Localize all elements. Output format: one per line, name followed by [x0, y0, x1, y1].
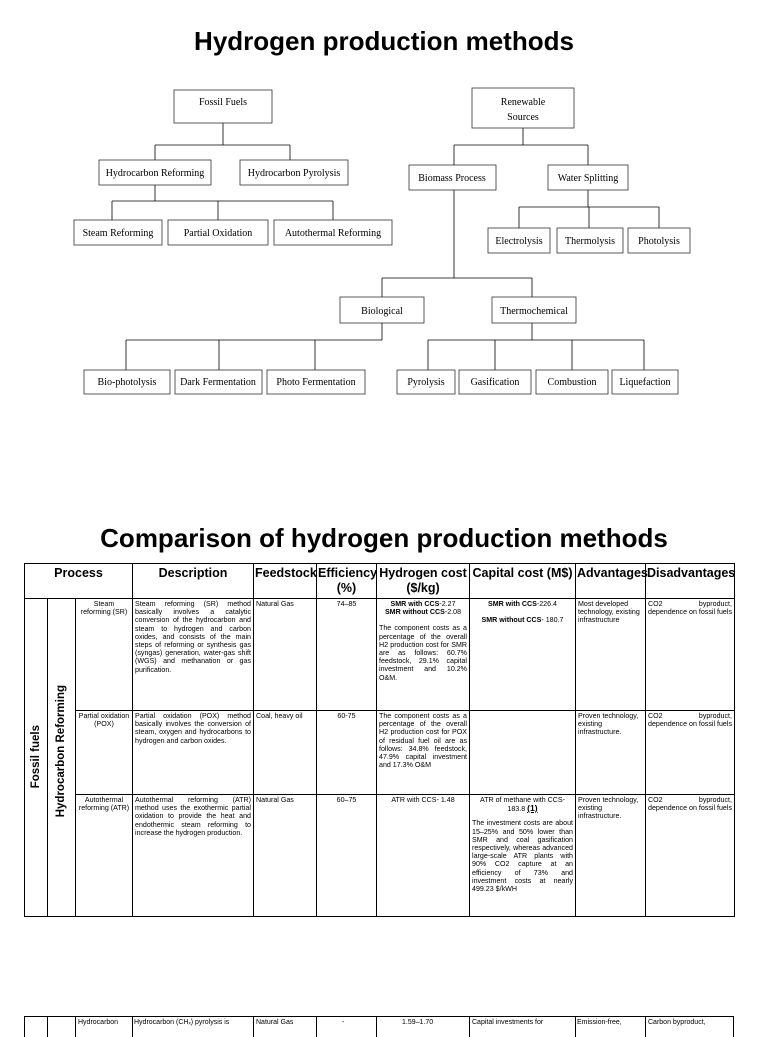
header-advantages: Advantages [576, 564, 646, 599]
cell-capital-cost [470, 599, 576, 711]
label-combustion: Combustion [547, 377, 597, 388]
header-feedstock: Feedstock [254, 564, 317, 599]
label-biological: Biological [361, 306, 403, 317]
production-methods-diagram [0, 70, 768, 400]
label-liquefaction: Liquefaction [619, 377, 671, 388]
cell-advantages: Proven technology, existing infrastructure. [576, 795, 646, 917]
header-description: Description [133, 564, 254, 599]
cell-hydrogen-cost: ATR with CCS- 1.48 [377, 795, 470, 917]
cell-description: Steam reforming (SR) method basically involves a catalytic conversion of the hydrocarbon and steam to hydrogen and carbon oxides, and consists of the main steps of reforming or synthesis gas (syngas) generation, water-gas shift (WGS) and methanation or gas purification. [133, 599, 254, 711]
header-disadvantages: Disadvantages [646, 564, 735, 599]
footer-advantages: Emission-free, [577, 1019, 622, 1026]
table-row [25, 599, 735, 711]
label-dark-fermentation: Dark Fermentation [180, 377, 256, 388]
header-efficiency: Efficiency (%) [317, 564, 377, 599]
label-water-splitting: Water Splitting [557, 173, 619, 184]
header-capital-cost: Capital cost (M$) [470, 564, 576, 599]
cell-efficiency: 74–85 [317, 599, 377, 711]
cell-advantages: Most developed technology, existing infrastructure [576, 599, 646, 711]
label-hydrocarbon-pyrolysis: Hydrocarbon Pyrolysis [247, 168, 341, 179]
footer-feedstock: Natural Gas [256, 1019, 294, 1026]
cell-description: Autothermal reforming (ATR) method uses the exothermic partial oxidation to provide the heat and endothermic steam reforming to increase the hydrogen production. [133, 795, 254, 917]
label-partial-oxidation: Partial Oxidation [183, 228, 253, 239]
reference-link[interactable]: (1) [527, 803, 538, 814]
label-photolysis: Photolysis [638, 236, 680, 247]
table-row [25, 711, 735, 795]
cost-line-2: SMR without CCS-2.08 [384, 608, 462, 617]
label-renewable-1: Renewable [500, 97, 546, 108]
table-title: Comparison of hydrogen production methods [100, 523, 668, 553]
label-biomass-process: Biomass Process [418, 173, 486, 184]
footer-capital: Capital investments for [472, 1019, 544, 1026]
footer-description: Hydrocarbon (CHₓ) pyrolysis is [134, 1019, 230, 1026]
label-thermochemical: Thermochemical [500, 306, 568, 317]
cell-disadvantages: CO2 byproduct, dependence on fossil fuels [646, 599, 735, 711]
label-hydrocarbon-reforming: Hydrocarbon Reforming [105, 168, 205, 179]
label-electrolysis: Electrolysis [495, 236, 543, 247]
group-fossil-fuels: Fossil fuels [25, 599, 48, 917]
cell-hydrogen-cost [377, 599, 470, 711]
cell-feedstock: Coal, heavy oil [254, 711, 317, 795]
tree-title: Hydrogen production methods [194, 26, 574, 56]
label-pyrolysis: Pyrolysis [407, 377, 445, 388]
label-photo-fermentation: Photo Fermentation [276, 377, 356, 388]
cell-feedstock: Natural Gas [254, 795, 317, 917]
cell-process: Autothermal reforming (ATR) [76, 795, 133, 917]
footer-disadvantages: Carbon byproduct, [648, 1019, 706, 1026]
cell-process: Steam reforming (SR) [76, 599, 133, 711]
capital-head: ATR of methane with CCS-183.8 (1) [479, 796, 566, 814]
footer-process: Hydrocarbon [78, 1019, 119, 1026]
cost-note: The component costs as a percentage of the overall H2 production cost for SMR are as follows: 60.7% feedstock, 29.1% capital investment and 10.2% O&M. [379, 624, 467, 682]
footer-cost: 1.59–1.70 [402, 1019, 434, 1026]
label-bio-photolysis: Bio-photolysis [97, 377, 157, 388]
capital-line-2: SMR without CCS- 180.7 [481, 616, 564, 625]
footer-efficiency: - [342, 1019, 345, 1026]
cell-advantages: Proven technology, existing infrastructure. [576, 711, 646, 795]
label-renewable-2: Sources [507, 112, 539, 123]
cell-description: Partial oxidation (POX) method basically involves the conversion of steam, oxygen and hydrocarbons to hydrogen and carbon oxides. [133, 711, 254, 795]
cell-efficiency: 60-75 [317, 711, 377, 795]
header-process: Process [25, 564, 133, 599]
group-hydrocarbon-reforming: Hydrocarbon Reforming [48, 599, 76, 917]
label-steam-reforming: Steam Reforming [82, 228, 154, 239]
cell-disadvantages: CO2 byproduct, dependence on fossil fuels [646, 795, 735, 917]
cell-capital-cost [470, 711, 576, 795]
cell-process: Partial oxidation (POX) [76, 711, 133, 795]
cell-capital-cost [470, 795, 576, 917]
cell-efficiency: 60–75 [317, 795, 377, 917]
header-hydrogen-cost: Hydrogen cost ($/kg) [377, 564, 470, 599]
comparison-table [24, 563, 735, 917]
label-thermolysis: Thermolysis [565, 236, 615, 247]
label-fossil-fuels: Fossil Fuels [198, 97, 248, 108]
cell-feedstock: Natural Gas [254, 599, 317, 711]
cell-hydrogen-cost: The component costs as a percentage of the overall H2 production cost for POX of residual fuel oil are as follows: 34.8% feedstock, 47.9% capital investment and 17.3% O&M [377, 711, 470, 795]
label-gasification: Gasification [470, 377, 520, 388]
capital-note: The investment costs are about 15–25% and 50% lower than SMR and coal gasification respectively, whereas advanced large-scale ATR plants with 90% CO2 capture at an efficiency of 73% and investment costs at nearly 499.23 $/kWH [472, 819, 573, 894]
next-page-row [24, 1016, 734, 1037]
label-autothermal-reforming: Autothermal Reforming [284, 228, 382, 239]
cell-disadvantages: CO2 byproduct, dependence on fossil fuels [646, 711, 735, 795]
table-header-row [25, 564, 735, 599]
capital-line-1: SMR with CCS-226.4 [488, 600, 557, 608]
table-row [25, 795, 735, 917]
cost-line-1: SMR with CCS-2.27 [390, 600, 456, 608]
